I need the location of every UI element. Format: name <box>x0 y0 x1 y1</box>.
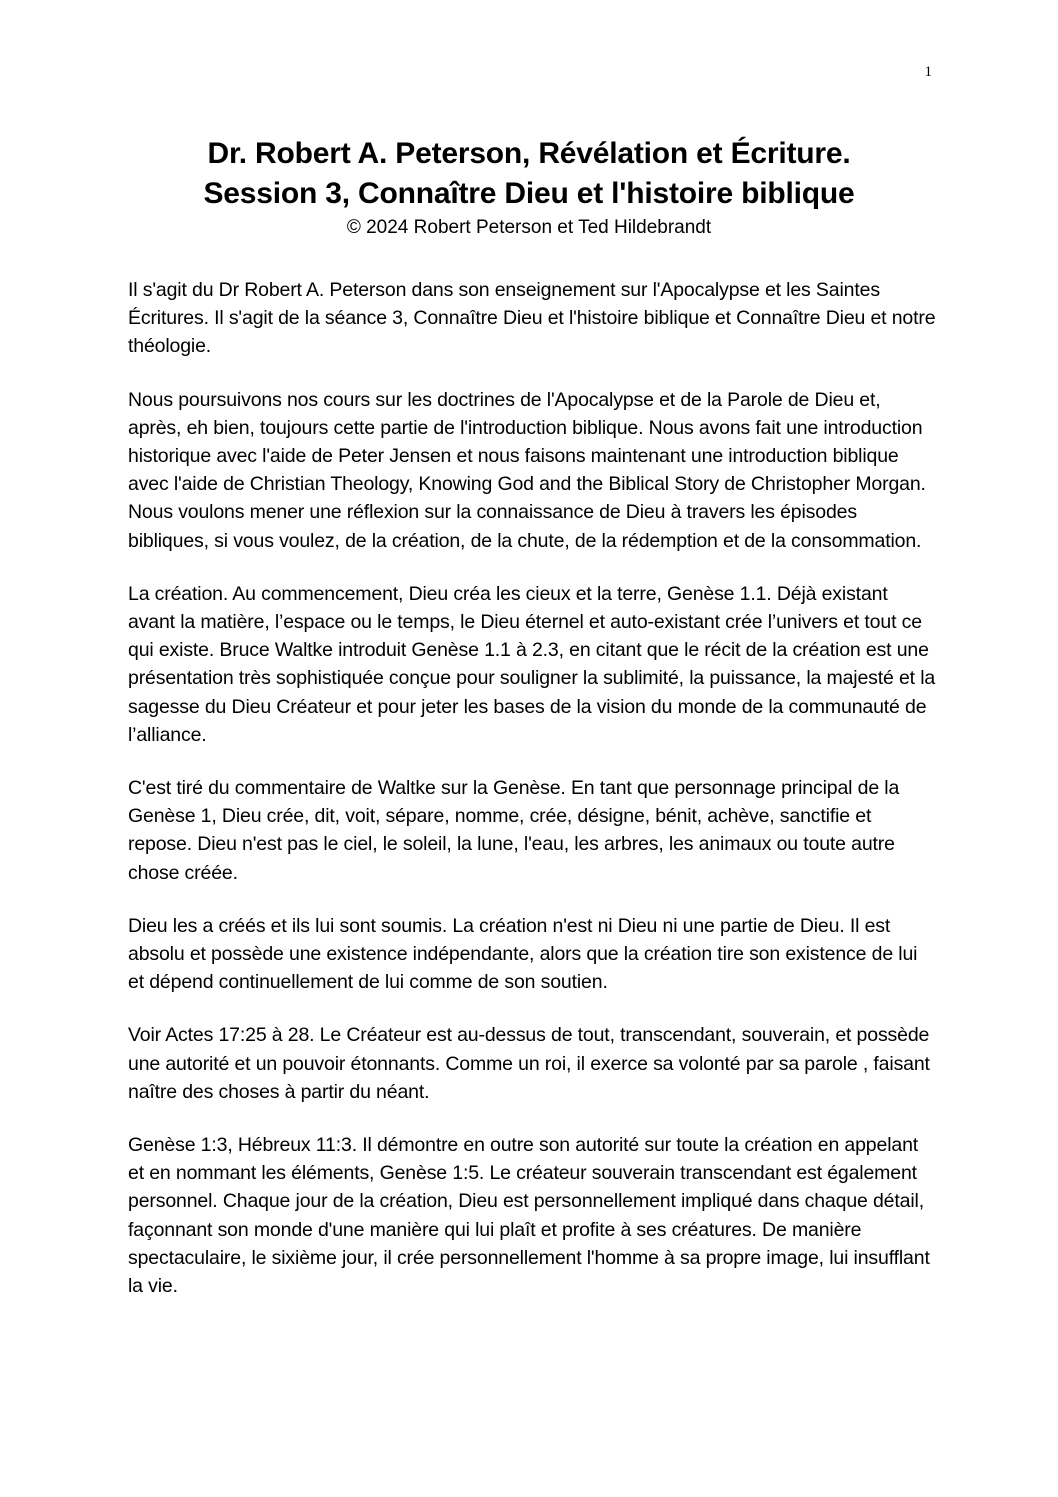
paragraph-6: Voir Actes 17:25 à 28. Le Créateur est au-dessus de tout, transcendant, souverain, et possède une autorité et un pouvoir étonnants. Comme un roi, il exerce sa volonté par sa parole , faisant naître des choses à partir du néant. <box>128 1024 930 1103</box>
paragraph-2: Nous poursuivons nos cours sur les doctrines de l'Apocalypse et de la Parole de Dieu et, après, eh bien, toujours cette partie de l'introduction biblique. Nous avons fait une introduction historique avec l'aide de Peter Jensen et nous faisons maintenant une introduction biblique avec l'aide de Christian Theology, Knowing God and the Biblical Story de Christopher Morgan. Nous voulons mener une réflexion sur la connaissance de Dieu à travers les épisodes bibliques, si vous voulez, de la création, de la chute, de la rédemption et de la consommation. <box>128 388 926 552</box>
paragraph-7: Genèse 1:3, Hébreux 11:3. Il démontre en outre son autorité sur toute la création en appelant et en nommant les éléments, Genèse 1:5. Le créateur souverain transcendant est également personnel. Chaque jour de la création, Dieu est personnellement impliqué dans chaque détail, façonnant son monde d'une manière qui lui plaît et profite à ses créatures. De manière spectaculaire, le sixième jour, il crée personnellement l'homme à sa propre image, lui insufflant la vie. <box>128 1134 930 1298</box>
document-title-line-1: Dr. Robert A. Peterson, Révélation et Écriture. <box>207 137 851 170</box>
title-block <box>0 134 1058 240</box>
document-title-line-2: Session 3, Connaître Dieu et l'histoire biblique <box>203 177 855 210</box>
paragraph-4: C'est tiré du commentaire de Waltke sur la Genèse. En tant que personnage principal de la Genèse 1, Dieu crée, dit, voit, sépare, nomme, crée, désigne, bénit, achève, sanctifie et repose. Dieu n'est pas le ciel, le soleil, la lune, l'eau, les arbres, les animaux ou toute autre chose créée. <box>128 777 900 884</box>
paragraph-5: Dieu les a créés et ils lui sont soumis. La création n'est ni Dieu ni une partie de Dieu. Il est absolu et possède une existence indépendante, alors que la création tire son existence de lui et dépend continuellement de lui comme de son soutien. <box>128 914 918 994</box>
paragraph-3: La création. Au commencement, Dieu créa les cieux et la terre, Genèse 1.1. Déjà existant avant la matière, l’espace ou le temps, le Dieu éternel et auto-existant crée l’univers et tout ce qui existe. Bruce Waltke introduit Genèse 1.1 à 2.3, en citant que le récit de la création est une présentation très sophistiquée conçue pour souligner la sublimité, la puissance, la majesté et la sagesse du Dieu Créateur et pour jeter les bases de la vision du monde de la communauté de l’alliance. <box>128 582 936 746</box>
copyright-notice: © 2024 Robert Peterson et Ted Hildebrandt <box>346 217 712 238</box>
body-text <box>128 276 938 1325</box>
paragraph-1: Il s'agit du Dr Robert A. Peterson dans son enseignement sur l'Apocalypse et les Saintes Écritures. Il s'agit de la séance 3, Connaître Dieu et l'histoire biblique et Connaître Dieu et notre théologie. <box>128 279 936 358</box>
page-number: 1 <box>924 64 932 80</box>
